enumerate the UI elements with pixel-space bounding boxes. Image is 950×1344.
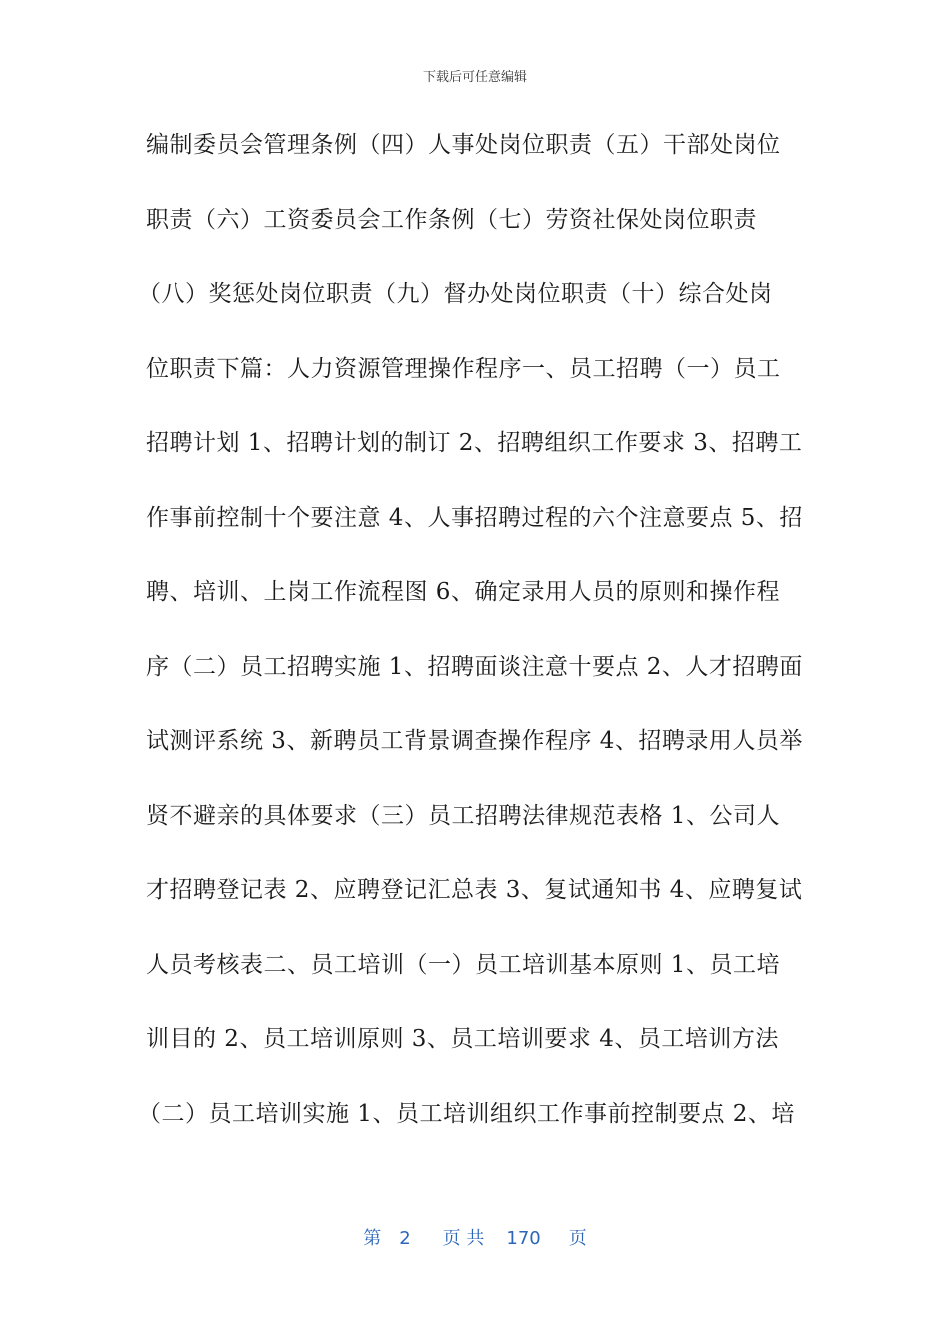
document-body	[138, 122, 806, 1165]
body-line: （八）奖惩处岗位职责（九）督办处岗位职责（十）综合处岗	[138, 281, 773, 307]
footer-middle: 页 共	[442, 1228, 485, 1249]
body-line: 编制委员会管理条例（四）人事处岗位职责（五）干部处岗位	[146, 132, 781, 158]
footer-current-page: 2	[399, 1228, 411, 1249]
footer-prefix: 第	[363, 1228, 382, 1249]
footer-suffix: 页	[568, 1228, 587, 1249]
body-line: 聘、培训、上岗工作流程图 6、确定录用人员的原则和操作程	[146, 579, 780, 605]
body-line: 贤不避亲的具体要求（三）员工招聘法律规范表格 1、公司人	[146, 802, 780, 829]
body-line: 招聘计划 1、招聘计划的制订 2、招聘组织工作要求 3、招聘工	[146, 430, 803, 456]
body-line: 位职责下篇：人力资源管理操作程序一、员工招聘（一）员工	[146, 355, 781, 382]
body-line: 人员考核表二、员工培训（一）员工培训基本原则 1、员工培	[146, 951, 780, 978]
body-line: （二）员工培训实施 1、员工培训组织工作事前控制要点 2、培	[138, 1100, 795, 1127]
page-header-note: 下载后可任意编辑	[422, 70, 527, 85]
footer-total-pages: 170	[506, 1228, 541, 1249]
body-line: 试测评系统 3、新聘员工背景调查操作程序 4、招聘录用人员举	[146, 728, 803, 754]
page-footer	[0, 1224, 950, 1250]
body-line: 作事前控制十个要注意 4、人事招聘过程的六个注意要点 5、招	[146, 504, 803, 531]
body-line: 训目的 2、员工培训原则 3、员工培训要求 4、员工培训方法	[146, 1026, 779, 1052]
body-line: 序（二）员工招聘实施 1、招聘面谈注意十要点 2、人才招聘面	[146, 653, 803, 680]
body-line: 职责（六）工资委员会工作条例（七）劳资社保处岗位职责	[146, 206, 757, 233]
body-line: 才招聘登记表 2、应聘登记汇总表 3、复试通知书 4、应聘复试	[146, 877, 803, 903]
